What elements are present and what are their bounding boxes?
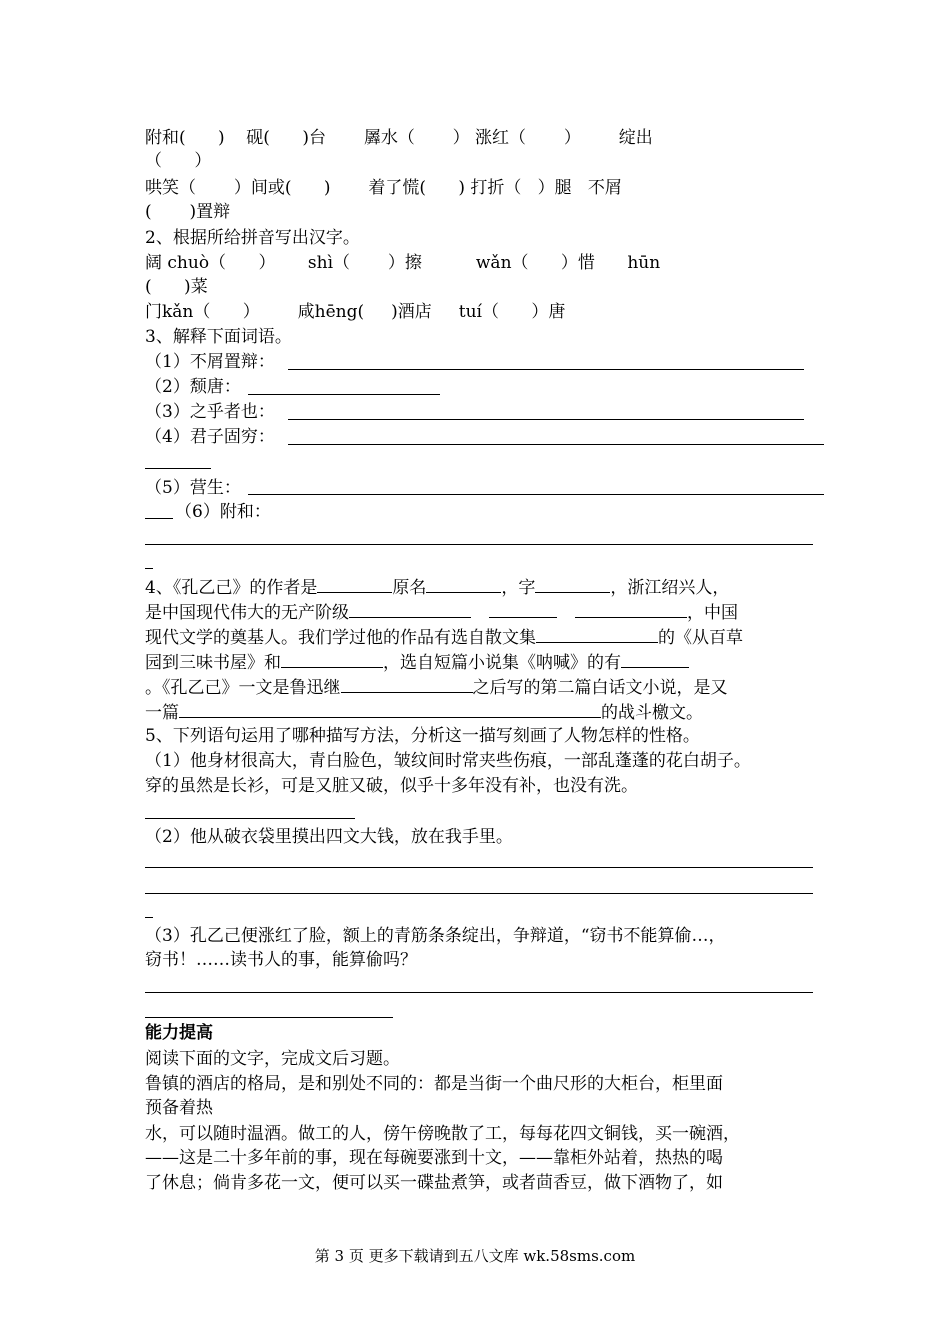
fill-text: 现代文学的奠基人。我们学过他的作品有选自散文集 xyxy=(145,628,536,648)
blank-novel[interactable] xyxy=(621,650,689,668)
answer-line xyxy=(288,369,804,370)
blank-critique[interactable] xyxy=(179,700,601,718)
page-footer: 第 3 页 更多下载请到五八文库 wk.58sms.com xyxy=(314,1247,636,1265)
blank-work[interactable] xyxy=(281,650,383,668)
question-1-line-1: （1）他身材很高大，青白脸色，皱纹间时常夹些伤痕，一部乱蓬蓬的花白胡子。 xyxy=(145,751,751,771)
answer-line xyxy=(145,818,355,819)
fill-text: 之后写的第二篇白话文小说，是又 xyxy=(472,678,728,698)
question-3-line-1: （3）孔乙己便涨红了脸，额上的青筋条条绽出，争辩道，“窃书不能算偷…， xyxy=(145,926,726,946)
answer-line xyxy=(145,468,211,469)
phonetic-row-2: 哄笑（ ）间或( ) 着了慌( ) 打折（ ）腿 不屑 xyxy=(145,178,622,198)
phonetic-row-1: 附和( ) 砚( )台 羼水（ ） 涨红（ ） 绽出 xyxy=(145,128,653,148)
fill-text: 一篇 xyxy=(145,703,179,723)
blank-courtesy-name[interactable] xyxy=(535,575,610,593)
blank-identity-1[interactable] xyxy=(349,600,471,618)
blank-identity-2[interactable] xyxy=(489,600,557,618)
blank-identity-3[interactable] xyxy=(575,600,687,618)
define-item-2: （2）颓唐： xyxy=(145,377,241,397)
section-heading: 能力提高 xyxy=(145,1023,213,1043)
section-5-title: 5、下列语句运用了哪种描写方法，分析这一描写刻画了人物怎样的性格。 xyxy=(145,726,700,746)
define-item-1: （1）不屑置辩： xyxy=(145,352,275,372)
answer-line xyxy=(145,568,153,569)
pinyin-row-2: 门kǎn（ ） 咸hēng( )酒店 tuí（ ）唐 xyxy=(145,302,566,322)
fill-text: 园到三味书屋》和 xyxy=(145,653,281,673)
passage-line: 了休息；倘肯多花一文，便可以买一碟盐煮笋，或者茴香豆，做下酒物了，如 xyxy=(145,1173,723,1193)
question-2: （2）他从破衣袋里摸出四文大钱，放在我手里。 xyxy=(145,827,513,847)
pinyin-row-1-wrap: ( )菜 xyxy=(145,277,208,297)
pinyin-row-1: 阔 chuò（ ） shì（ ）擦 wǎn（ ）惜 hūn xyxy=(145,253,661,273)
answer-line xyxy=(145,1017,393,1018)
answer-line xyxy=(145,893,813,894)
answer-line xyxy=(145,917,153,918)
blank-essay-collection[interactable] xyxy=(536,625,658,643)
answer-line xyxy=(248,494,824,495)
fill-text: 原名 xyxy=(392,578,427,598)
section-4-line-2 xyxy=(145,600,738,624)
fill-text: 是中国现代伟大的无产阶级 xyxy=(145,603,349,623)
section-4-line-6 xyxy=(145,700,703,724)
define-item-3: （3）之乎者也： xyxy=(145,402,275,422)
section-2-title: 2、根据所给拼音写出汉字。 xyxy=(145,228,360,248)
answer-line xyxy=(288,444,824,445)
phonetic-row-1-wrap: （ ） xyxy=(145,151,212,171)
blank-author[interactable] xyxy=(317,575,392,593)
define-item-5: （5）营生： xyxy=(145,478,241,498)
blank-first-novel[interactable] xyxy=(341,675,473,693)
section-4-line-3 xyxy=(145,625,743,649)
fill-text: 的《从百草 xyxy=(658,628,743,648)
answer-line xyxy=(145,867,813,868)
fill-text: ，字 xyxy=(501,578,536,598)
answer-line xyxy=(145,992,813,993)
answer-line xyxy=(248,394,440,395)
define-item-6: （6）附和： xyxy=(175,502,271,522)
phonetic-row-2-wrap: ( )置辩 xyxy=(145,202,231,222)
passage-line: 水，可以随时温酒。做工的人，傍午傍晚散了工，每每花四文铜钱，买一碗酒， xyxy=(145,1124,740,1144)
passage-line: 鲁镇的酒店的格局，是和别处不同的：都是当街一个曲尺形的大柜台，柜里面 xyxy=(145,1074,723,1094)
passage-line: 预备着热 xyxy=(145,1098,213,1118)
section-4-line-5 xyxy=(145,675,728,699)
define-item-4: （4）君子固穷： xyxy=(145,427,275,447)
fill-text: ，中国 xyxy=(687,603,738,623)
question-1-line-2: 穿的虽然是长衫，可是又脏又破，似乎十多年没有补，也没有洗。 xyxy=(145,776,638,796)
fill-text: 的战斗檄文。 xyxy=(601,703,703,723)
fill-text: ，选自短篇小说集《呐喊》的有 xyxy=(383,653,621,673)
reading-intro: 阅读下面的文字，完成文后习题。 xyxy=(145,1049,400,1069)
blank-original-name[interactable] xyxy=(426,575,501,593)
fill-text: 4、《孔乙己》的作者是 xyxy=(145,578,318,598)
fill-text: 。《孔乙己》一文是鲁迅继 xyxy=(145,678,341,698)
section-3-title: 3、解释下面词语。 xyxy=(145,327,292,347)
question-3-line-2: 窃书！……读书人的事，能算偷吗？ xyxy=(145,950,417,970)
answer-line xyxy=(145,544,813,545)
answer-line xyxy=(145,518,173,519)
answer-line xyxy=(288,419,804,420)
section-4-line-4 xyxy=(145,650,689,674)
section-4-line-1 xyxy=(145,575,729,599)
fill-text: ，浙江绍兴人， xyxy=(610,578,730,598)
passage-line: ——这是二十多年前的事，现在每碗要涨到十文，——靠柜外站着，热热的喝 xyxy=(145,1148,723,1168)
